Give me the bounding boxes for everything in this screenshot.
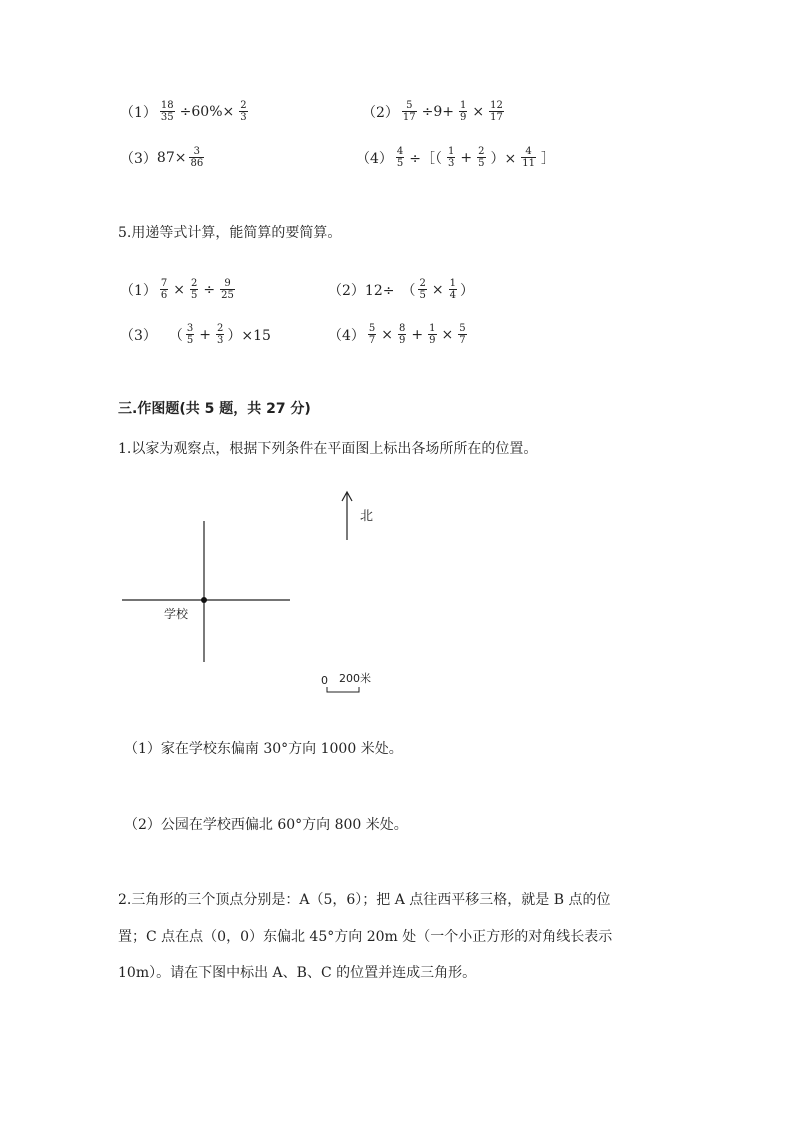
fraction: $\frac{4}{11}$ xyxy=(522,146,535,169)
fraction: $\frac{1}{4}$ xyxy=(449,278,456,301)
fraction: $\frac{12}{17}$ xyxy=(490,100,503,123)
fraction: $\frac{5}{17}$ xyxy=(402,100,416,123)
question-2-line-2: 置；C 点在点（0，0）东偏北 45°方向 20m 处（一个小正方形的对角线长表示 xyxy=(118,929,613,945)
operator: × xyxy=(381,326,394,343)
problem-label: （4） xyxy=(356,150,393,167)
school-point xyxy=(201,597,207,603)
operator: × xyxy=(431,281,444,298)
operator: ） xyxy=(459,282,474,299)
problem-label: （3） xyxy=(120,150,157,167)
school-label: 学校 xyxy=(164,607,189,621)
fraction: $\frac{5}{7}$ xyxy=(459,323,466,346)
scale-label: 200米 xyxy=(339,672,371,685)
problem-4-4 xyxy=(356,146,557,169)
fraction: $\frac{2}{3}$ xyxy=(217,323,224,346)
section5-title: 5.用递等式计算，能简算的要简算。 xyxy=(118,225,342,241)
operator: ÷ xyxy=(203,281,216,298)
operator: × xyxy=(441,326,454,343)
question-1-sub-2: （2）公园在学校西偏北 60°方向 800 米处。 xyxy=(124,817,408,833)
fraction: $\frac{2}{3}$ xyxy=(240,100,247,123)
fraction: $\frac{9}{25}$ xyxy=(221,278,234,301)
north-label: 北 xyxy=(360,509,374,524)
problem-5-4 xyxy=(328,323,470,346)
operator: × xyxy=(173,281,186,298)
problem-label: （2） xyxy=(362,104,399,121)
direction-diagram xyxy=(0,480,794,710)
fraction: $\frac{18}{35}$ xyxy=(160,100,174,123)
fraction: $\frac{3}{86}$ xyxy=(190,146,204,169)
operator: ÷［（ xyxy=(409,150,443,167)
question-1-text: 1.以家为观察点，根据下列条件在平面图上标出各场所所在的位置。 xyxy=(118,441,538,457)
problem-5-3 xyxy=(120,323,271,346)
operator: × xyxy=(472,103,485,120)
operator: ）×15 xyxy=(227,327,271,344)
problem-5-1 xyxy=(120,278,238,301)
problem-5-2 xyxy=(328,278,474,301)
fraction: $\frac{7}{6}$ xyxy=(160,278,168,301)
problem-4-2 xyxy=(362,100,507,123)
fraction: $\frac{2}{5}$ xyxy=(419,278,426,301)
problem-4-1 xyxy=(120,100,251,123)
question-2-line-3: 10m）。请在下图中标出 A、B、C 的位置并连成三角形。 xyxy=(118,965,477,981)
fraction: $\frac{1}{3}$ xyxy=(448,146,455,169)
fraction: $\frac{8}{9}$ xyxy=(399,323,406,346)
question-2-line-1: 2.三角形的三个顶点分别是：A（5，6）；把 A 点往西平移三格，就是 B 点的位 xyxy=(118,892,611,908)
problem-label: （1） xyxy=(120,282,157,299)
problem-label: （1） xyxy=(120,104,157,121)
fraction: $\frac{1}{9}$ xyxy=(429,323,436,346)
operator: ÷9+ xyxy=(421,103,455,120)
operator: 87× xyxy=(156,149,187,166)
section-heading: 三.作图题(共 5 题，共 27 分) xyxy=(118,401,311,417)
fraction: $\frac{2}{5}$ xyxy=(478,146,485,169)
fraction: $\frac{4}{5}$ xyxy=(396,146,404,169)
scale-zero: 0 xyxy=(321,674,328,687)
operator: ÷60%× xyxy=(179,103,235,120)
operator: （ xyxy=(168,327,183,344)
fraction: $\frac{1}{9}$ xyxy=(460,100,467,123)
problem-label: （2） xyxy=(328,282,365,299)
operator: + xyxy=(411,326,424,343)
fraction: $\frac{3}{5}$ xyxy=(186,323,194,346)
fraction: $\frac{5}{7}$ xyxy=(368,323,376,346)
operator: ］ xyxy=(540,150,555,167)
operator: + xyxy=(199,326,212,343)
operator: + xyxy=(460,149,473,166)
problem-label: （3） xyxy=(120,327,157,344)
fraction: $\frac{2}{5}$ xyxy=(191,278,198,301)
question-1-sub-1: （1）家在学校东偏南 30°方向 1000 米处。 xyxy=(124,741,403,757)
problem-4-3 xyxy=(120,146,207,169)
problem-label: （4） xyxy=(328,327,365,344)
scale-bar xyxy=(327,687,359,692)
operator: 12÷ （ xyxy=(364,282,416,299)
operator: ）× xyxy=(490,150,517,167)
